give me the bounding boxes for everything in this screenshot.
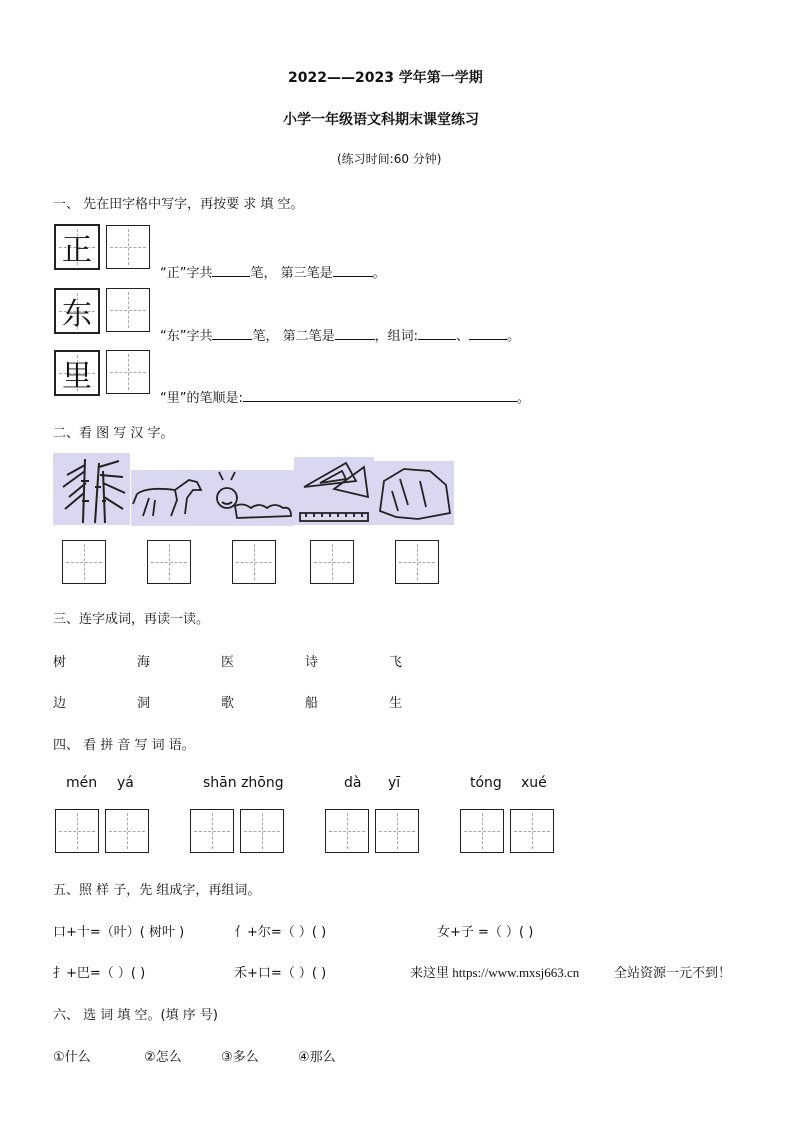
document-subtitle: 小学一年级语文科期末课堂练习 — [283, 112, 479, 128]
q2-text-b: 笔， 第二笔是 — [252, 329, 335, 344]
question-4[interactable]: 扌+巴=（ ）( ) — [53, 966, 146, 981]
q2-line — [160, 325, 520, 344]
q2-text-d: 、 — [456, 329, 470, 344]
word-top-5[interactable]: 飞 — [389, 655, 403, 670]
q2-blank-2[interactable] — [335, 327, 375, 340]
pinyin-box-2a[interactable] — [190, 809, 234, 853]
q2-blank-3[interactable] — [418, 327, 456, 340]
example-1: 口+十=（叶）( 树叶 ) — [53, 925, 185, 940]
rulers-image — [294, 457, 374, 525]
q2-blank-1[interactable] — [212, 327, 252, 340]
q3-line — [160, 387, 530, 406]
question-2[interactable]: 亻+尔=（ ）( ) — [234, 925, 327, 940]
word-bottom-3[interactable]: 歌 — [221, 696, 235, 711]
section-4-heading: 四、 看 拼 音 写 词 语。 — [53, 738, 195, 753]
word-bottom-5[interactable]: 生 — [389, 696, 403, 711]
word-top-3[interactable]: 医 — [221, 655, 235, 670]
picture-answer-box-5[interactable] — [395, 540, 439, 584]
tianzige-model-1 — [54, 224, 100, 270]
picture-answer-box-3[interactable] — [232, 540, 276, 584]
q3-blank[interactable] — [243, 389, 517, 402]
pinyin-2: shān zhōng — [203, 775, 284, 791]
pinyin-3a: dà — [344, 775, 362, 791]
q1-text-c: 。 — [372, 266, 386, 281]
section-5-heading: 五、照 样 子，先 组成字，再组词。 — [53, 883, 261, 898]
q1-text-b: 笔， 第三笔是 — [250, 266, 333, 281]
picture-answer-box-4[interactable] — [310, 540, 354, 584]
pinyin-1a: mén — [66, 775, 98, 791]
question-5[interactable]: 禾+口=（ ）( ) — [234, 966, 327, 981]
pinyin-box-3a[interactable] — [325, 809, 369, 853]
word-bottom-2[interactable]: 洞 — [137, 696, 151, 711]
q1-blank-1[interactable] — [212, 264, 250, 277]
tianzige-practice-1[interactable] — [106, 225, 150, 269]
ad-text-1: 来这里 https://www.mxsj663.cn — [410, 965, 580, 980]
model-char-3: 里 — [62, 359, 92, 394]
ad-text-2: 全站资源一元不到！ — [614, 966, 732, 981]
bamboo-image — [53, 453, 130, 525]
section-3-heading: 三、连字成词，再读一读。 — [53, 612, 210, 627]
model-char-2: 东 — [62, 297, 92, 332]
q1-text-a: “正”字共 — [160, 266, 213, 281]
q3-text-b: 。 — [516, 391, 530, 406]
word-top-4[interactable]: 诗 — [305, 655, 319, 670]
word-bottom-4[interactable]: 船 — [305, 696, 319, 711]
q2-blank-4[interactable] — [469, 327, 507, 340]
tianzige-practice-3[interactable] — [106, 350, 150, 394]
q3-text-a: “里”的笔顺是: — [160, 391, 243, 406]
option-4: ④那么 — [298, 1050, 336, 1065]
tianzige-practice-2[interactable] — [106, 288, 150, 332]
word-bottom-1[interactable]: 边 — [53, 696, 67, 711]
pinyin-box-1b[interactable] — [105, 809, 149, 853]
pinyin-4a: tóng — [470, 775, 502, 791]
section-1-heading: 一、 先在田字格中写字，再按要 求 填 空。 — [53, 197, 304, 212]
pinyin-box-4b[interactable] — [510, 809, 554, 853]
pinyin-3b: yī — [388, 775, 401, 791]
section-6-heading: 六、 选 词 填 空。(填 序 号) — [53, 1008, 218, 1023]
q2-text-c: ，组词: — [374, 329, 419, 344]
pinyin-1b: yá — [117, 775, 134, 791]
bamboo-icon — [53, 453, 130, 525]
word-top-2[interactable]: 海 — [137, 655, 151, 670]
section-2-heading: 二、看 图 写 汉 字。 — [53, 426, 174, 441]
pinyin-box-4a[interactable] — [460, 809, 504, 853]
q2-text-e: 。 — [507, 329, 521, 344]
q2-text-a: “东”字共 — [160, 329, 213, 344]
model-char-1: 正 — [62, 233, 92, 268]
document-title: 2022——2023 学年第一学期 — [288, 70, 483, 86]
pinyin-box-2b[interactable] — [240, 809, 284, 853]
ruler-icon — [294, 457, 374, 525]
option-1: ①什么 — [53, 1050, 91, 1065]
horse-caterpillar-icon — [131, 470, 294, 526]
q1-line — [160, 262, 386, 281]
option-3: ③多么 — [221, 1050, 259, 1065]
option-2: ②怎么 — [144, 1050, 182, 1065]
q1-blank-2[interactable] — [333, 264, 373, 277]
pinyin-4b: xué — [521, 775, 547, 791]
horse-caterpillar-image — [131, 470, 294, 526]
tianzige-model-3 — [54, 350, 100, 396]
pinyin-box-1a[interactable] — [55, 809, 99, 853]
time-note: (练习时间:60 分钟) — [337, 152, 442, 166]
word-top-1[interactable]: 树 — [53, 655, 67, 670]
rock-image — [374, 461, 454, 525]
rock-icon — [374, 461, 454, 525]
pinyin-box-3b[interactable] — [375, 809, 419, 853]
question-3[interactable]: 女+子 =（ ）( ) — [437, 925, 534, 940]
picture-answer-box-1[interactable] — [62, 540, 106, 584]
tianzige-model-2 — [54, 288, 100, 334]
picture-answer-box-2[interactable] — [147, 540, 191, 584]
